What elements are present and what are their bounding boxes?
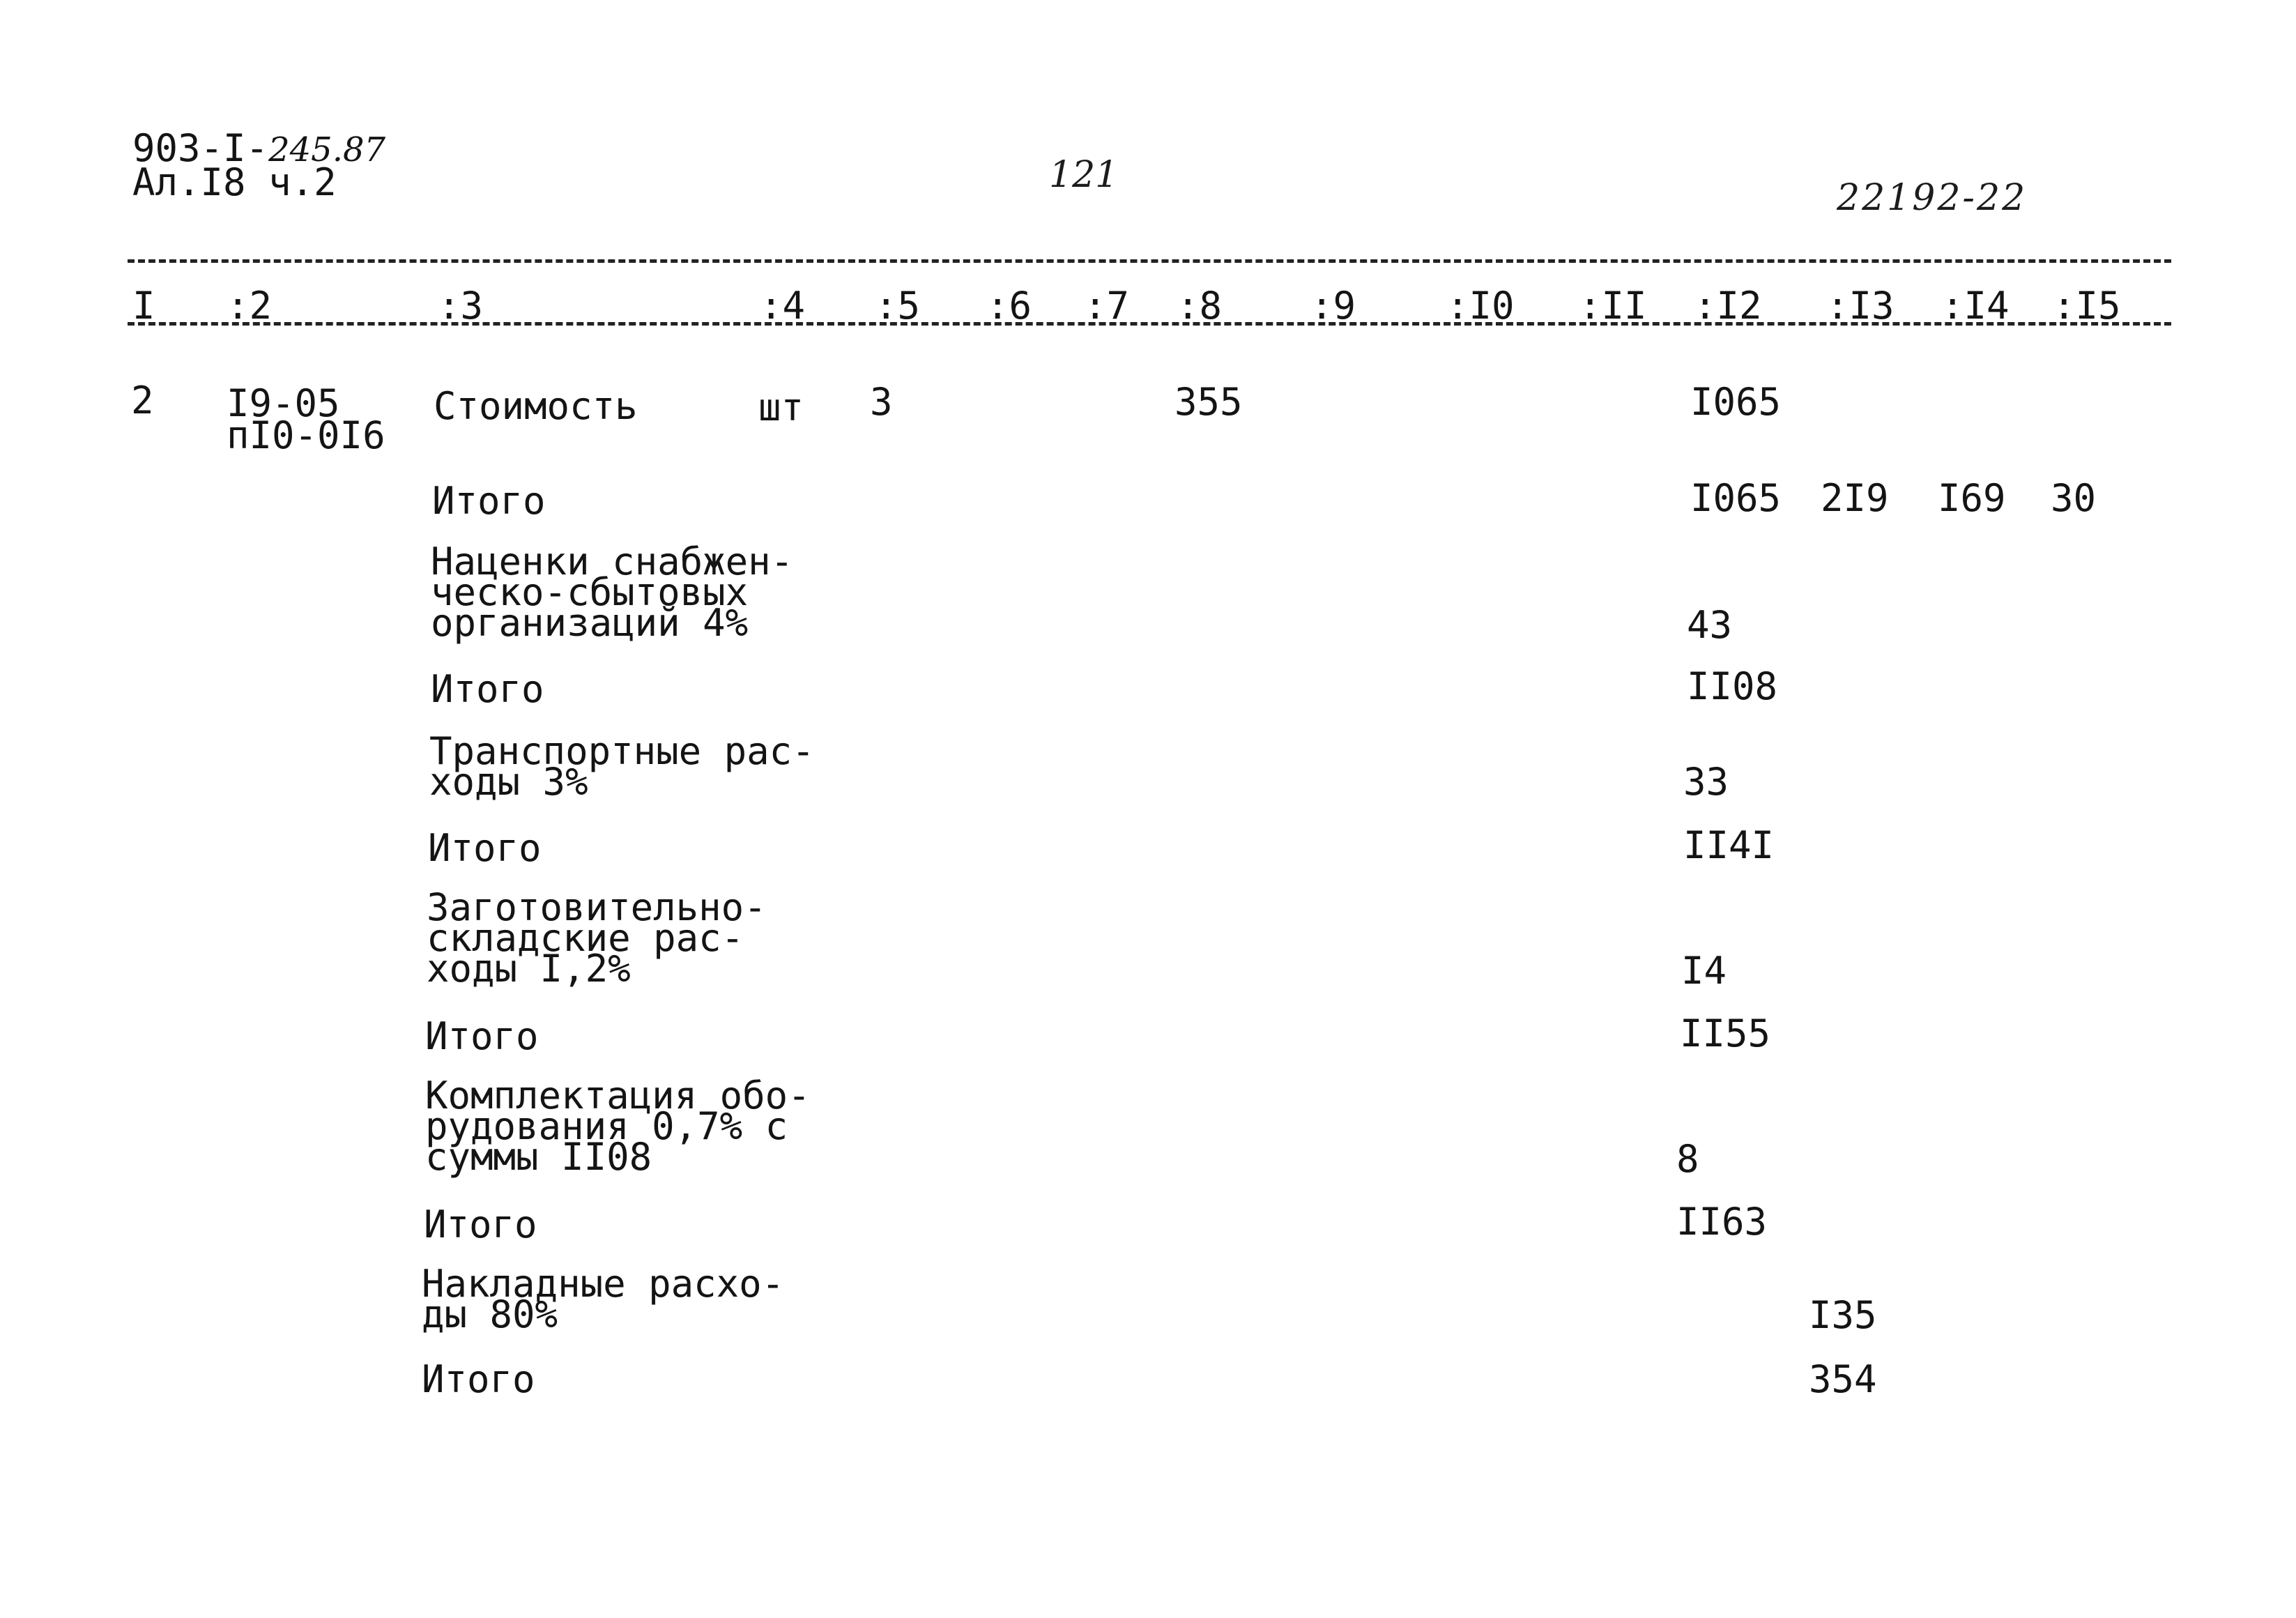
itogo-col13: 2I9 [1821,476,1889,520]
storage-value: I4 [1681,949,1727,993]
itogo-col12: II55 [1680,1012,1771,1055]
itogo-label: Итого [431,667,544,711]
itogo-col12: II63 [1676,1200,1768,1244]
column-header: :I4 [1941,284,2010,328]
itogo-label: Итого [424,1203,537,1246]
transport-text: Транспортные рас- ходы 3% [429,729,815,804]
overhead-value: I35 [1809,1293,1877,1337]
column-header: :8 [1177,284,1223,328]
itogo-col13: 354 [1809,1357,1877,1401]
column-header: :5 [875,284,921,328]
document-code-prefix: 903-I- [132,126,269,170]
page-number: 121 [1049,154,1119,196]
itogo-col14: I69 [1938,476,2006,520]
column-header: :I0 [1446,284,1515,328]
markup-supply-value: 43 [1687,603,1733,647]
row-name: Стоимость [434,384,638,428]
itogo-col12: I065 [1690,476,1782,520]
itogo-label: Итого [432,479,546,523]
column-header: :6 [986,284,1032,328]
itogo-col12: II4I [1683,823,1775,867]
document-number: 22192-22 [1837,177,2028,219]
column-header: :3 [438,284,484,328]
header-top-rule [128,259,2171,263]
row-price: 355 [1174,380,1243,424]
row-code-line2: пI0-0I6 [227,413,385,457]
column-header: :I3 [1826,284,1895,328]
column-header: :4 [760,284,806,328]
column-header: :I5 [2053,284,2121,328]
itogo-label: Итого [425,1014,539,1058]
column-header: I [132,284,155,328]
transport-value: 33 [1683,760,1729,804]
equipment-text: Комплектация обо- рудования 0,7% с суммы II08 [425,1074,811,1179]
row-total: I065 [1690,380,1782,424]
column-header: :II [1579,284,1647,328]
column-header: :I2 [1694,284,1762,328]
album-line: Ал.I8 ч.2 [132,160,337,204]
overhead-text: Накладные расхо- ды 80% [422,1262,785,1336]
document-code-handwritten: 245.87 [268,130,386,169]
itogo-label: Итого [422,1357,535,1401]
itogo-label: Итого [428,826,542,870]
row-code-line1: I9-05 [227,381,340,425]
itogo-col15: 30 [2051,476,2097,520]
column-header: :9 [1310,284,1356,328]
column-header: :2 [227,284,273,328]
equipment-value: 8 [1676,1137,1699,1181]
row-qty: 3 [870,380,893,424]
storage-text: Заготовительно- складские рас- ходы I,2% [427,885,767,991]
markup-supply-text: Наценки снабжен- ческо-сбытовых организаций 4% [431,540,794,645]
column-header: :7 [1084,284,1130,328]
row-number: 2 [131,379,154,422]
row-unit: шт [758,386,804,429]
itogo-col12: II08 [1687,664,1778,708]
